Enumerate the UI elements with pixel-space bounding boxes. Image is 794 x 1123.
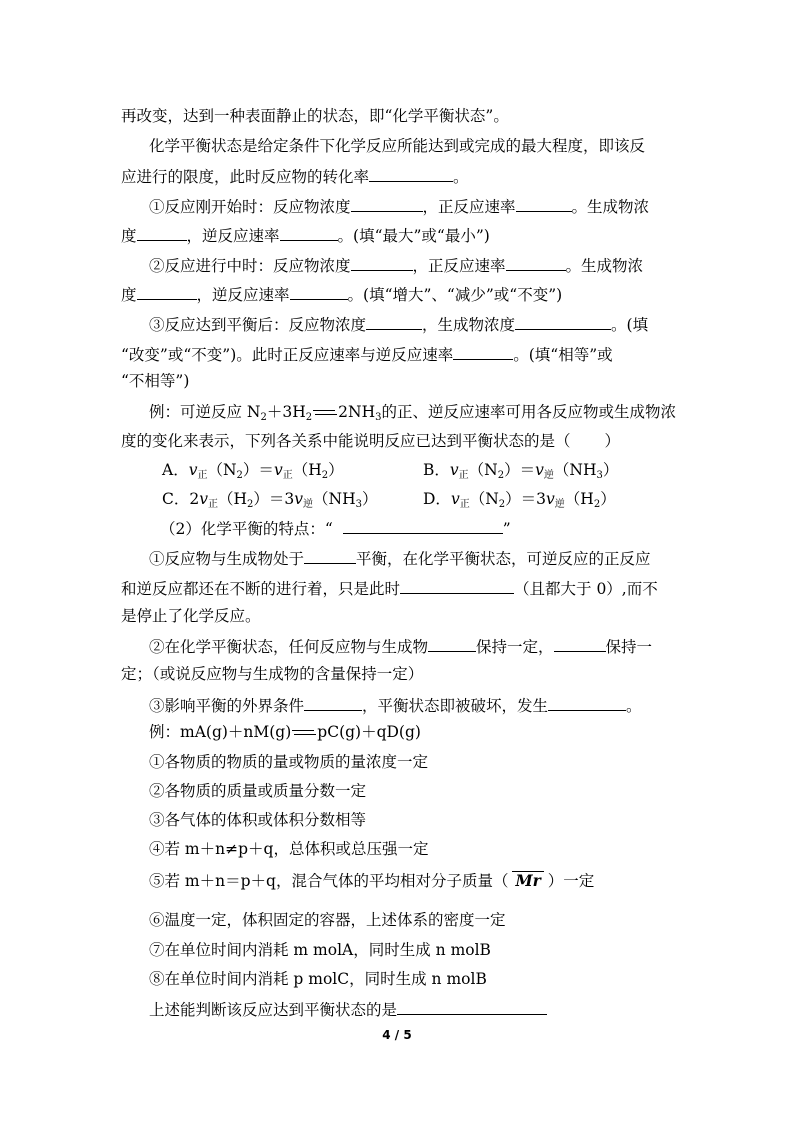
text-line: ①反应刚开始时：反应物浓度 ，正反应速率 。生成物浓 bbox=[149, 195, 649, 217]
example-line: 例：可逆反应 $N_2+3H_2$ $2NH_3$的正、逆反应速率可用各反应物或生成物浓 bbox=[149, 403, 676, 423]
section-heading: （2）化学平衡的特点：“ ” bbox=[160, 517, 511, 539]
answer-blank[interactable] bbox=[366, 313, 422, 330]
list-item: ⑤若 m＋n＝p＋q，混合气体的平均相对分子质量（ Mr ）一定 bbox=[149, 871, 595, 890]
answer-blank[interactable] bbox=[290, 283, 348, 300]
mr-symbol: Mr bbox=[512, 871, 543, 890]
text-line: 度的变化来表示，下列各关系中能说明反应已达到平衡状态的是（ ） bbox=[121, 432, 621, 450]
example-line: 例：mA(g)＋nM(g) pC(g)＋qD(g) bbox=[149, 723, 421, 741]
option-d[interactable]: D．v正$(N_2)=3v$逆$(H_2)$ bbox=[423, 490, 616, 510]
equilibrium-arrow-icon bbox=[291, 728, 317, 738]
list-item: ③各气体的体积或体积分数相等 bbox=[149, 811, 367, 829]
answer-blank[interactable] bbox=[369, 165, 453, 182]
list-item: ②各物质的质量或质量分数一定 bbox=[149, 782, 367, 800]
list-item: ④若 m＋n≠p＋q，总体积或总压强一定 bbox=[149, 840, 429, 858]
text-line: 定；（或说反应物与生成物的含量保持一定） bbox=[121, 665, 424, 683]
answer-blank[interactable] bbox=[343, 517, 503, 534]
answer-blank[interactable] bbox=[304, 694, 362, 711]
answer-blank[interactable] bbox=[351, 195, 423, 212]
answer-blank[interactable] bbox=[515, 313, 611, 330]
answer-blank[interactable] bbox=[280, 224, 338, 241]
list-item: ①各物质的物质的量或物质的量浓度一定 bbox=[149, 753, 429, 771]
answer-blank[interactable] bbox=[137, 224, 187, 241]
answer-blank[interactable] bbox=[548, 694, 626, 711]
answer-blank[interactable] bbox=[397, 998, 547, 1015]
list-item: ⑧在单位时间内消耗 p molC，同时生成 n molB bbox=[149, 970, 487, 988]
text-line: 再改变，达到一种表面静止的状态，即“化学平衡状态”。 bbox=[121, 107, 509, 125]
answer-blank[interactable] bbox=[453, 343, 513, 360]
answer-blank[interactable] bbox=[554, 635, 606, 652]
equilibrium-arrow-icon bbox=[312, 408, 338, 418]
option-b[interactable]: B．v正$(N_2)=v$逆$(NH_3)$ bbox=[423, 461, 619, 481]
option-c[interactable]: C．2v正$(H_2)=3v$逆$(NH_3)$ bbox=[162, 490, 378, 510]
text-line: ③影响平衡的外界条件 ，平衡状态即被破坏，发生 。 bbox=[149, 694, 642, 716]
answer-blank[interactable] bbox=[304, 547, 356, 564]
option-a[interactable]: A．v正$(N_2)=v$正$(H_2)$ bbox=[162, 461, 344, 481]
text-line: 是停止了化学反应。 bbox=[121, 607, 261, 625]
text-line: 上述能判断该反应达到平衡状态的是 bbox=[149, 998, 547, 1020]
text-line: 和逆反应都还在不断的进行着，只是此时 （且都大于 0）,而不 bbox=[121, 577, 658, 599]
list-item: ⑥温度一定，体积固定的容器，上述体系的密度一定 bbox=[149, 911, 506, 929]
answer-blank[interactable] bbox=[516, 195, 572, 212]
text-line: 应进行的限度，此时反应物的转化率 。 bbox=[121, 165, 469, 187]
text-line: 度 ，逆反应速率 。(填“最大”或“最小”) bbox=[121, 224, 490, 246]
answer-blank[interactable] bbox=[137, 283, 197, 300]
list-item: ⑦在单位时间内消耗 m molA，同时生成 n molB bbox=[149, 941, 491, 959]
page-number: 4 / 5 bbox=[382, 1028, 412, 1042]
text-line: 化学平衡状态是给定条件下化学反应所能达到或完成的最大程度，即该反 bbox=[149, 137, 646, 155]
answer-blank[interactable] bbox=[351, 254, 413, 271]
text-line: ②反应进行中时：反应物浓度 ，正反应速率 。生成物浓 bbox=[149, 254, 643, 276]
text-line: ②在化学平衡状态，任何反应物与生成物 保持一定， 保持一 bbox=[149, 635, 652, 657]
text-line: ③反应达到平衡后：反应物浓度 ，生成物浓度 。(填 bbox=[149, 313, 648, 335]
text-line: ①反应物与生成物处于 平衡，在化学平衡状态，可逆反应的正反应 bbox=[149, 547, 651, 569]
answer-blank[interactable] bbox=[506, 254, 566, 271]
answer-blank[interactable] bbox=[400, 577, 514, 594]
text-line: 度 ，逆反应速率 。(填“增大”、“减少”或“不变”) bbox=[121, 283, 562, 305]
answer-blank[interactable] bbox=[428, 635, 476, 652]
text-line: “改变”或“不变”)。此时正反应速率与逆反应速率 。(填“相等”或 bbox=[121, 343, 613, 365]
text-line: “不相等”) bbox=[121, 372, 190, 390]
